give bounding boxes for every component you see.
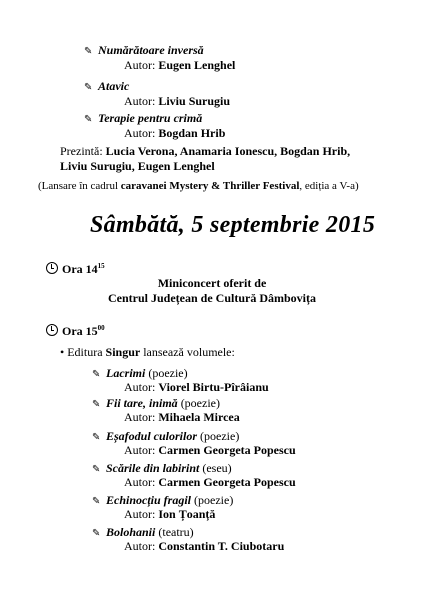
book-genre: (eseu) bbox=[199, 461, 232, 475]
book-title: Terapie pentru crimă bbox=[98, 111, 203, 125]
author-label: Autor: bbox=[124, 126, 156, 140]
book-genre: (poezie) bbox=[197, 429, 240, 443]
presenters-line-2: Liviu Surugiu, Eugen Lenghel bbox=[60, 159, 215, 173]
author-name: Mihaela Mircea bbox=[158, 410, 240, 424]
slot-1-minutes: 15 bbox=[97, 262, 105, 270]
book-3-author bbox=[124, 476, 296, 490]
day-heading: Sâmbătă, 5 septembrie 2015 bbox=[90, 212, 376, 238]
book-title: Lacrimi bbox=[106, 366, 146, 380]
launch-note-prefix: (Lansare în cadrul bbox=[38, 180, 121, 192]
slot-1-line-2: Centrul Județean de Cultură Dâmbovița bbox=[107, 291, 316, 305]
pen-icon: ✎ bbox=[84, 46, 93, 57]
book-4-author bbox=[124, 508, 215, 522]
festival-name: caravanei Mystery & Thriller Festival bbox=[120, 180, 300, 192]
launch-note bbox=[38, 180, 359, 193]
clock-icon bbox=[46, 324, 58, 336]
clock-icon bbox=[46, 262, 58, 274]
presenters-label: Prezintă: bbox=[60, 144, 103, 158]
author-label: Autor: bbox=[124, 410, 156, 424]
author-label: Autor: bbox=[124, 94, 156, 108]
presenters-names: Lucia Verona, Anamaria Ionescu, Bogdan Hrib, bbox=[105, 144, 351, 158]
author-label: Autor: bbox=[124, 380, 156, 394]
slot-2-label: Ora 15 bbox=[62, 324, 98, 338]
presenters-line-1 bbox=[60, 145, 350, 159]
author-name: Bogdan Hrib bbox=[158, 126, 226, 140]
launch-note-suffix: , ediția a V-a) bbox=[299, 180, 359, 192]
book-title: Echinocțiu fragil bbox=[106, 493, 192, 507]
slot-2-time bbox=[46, 324, 105, 339]
book-title: Eșafodul culorilor bbox=[106, 429, 198, 443]
author-label: Autor: bbox=[124, 507, 156, 521]
book-0-author bbox=[124, 381, 269, 395]
bullet-suffix: lansează volumele: bbox=[140, 345, 235, 359]
top-book-1 bbox=[84, 80, 129, 94]
pen-icon: ✎ bbox=[84, 114, 93, 125]
slot-1-line-1: Miniconcert oferit de bbox=[157, 276, 267, 290]
book-2 bbox=[92, 430, 239, 444]
pen-icon: ✎ bbox=[92, 528, 101, 539]
book-4 bbox=[92, 494, 233, 508]
author-label: Autor: bbox=[124, 443, 156, 457]
author-name: Eugen Lenghel bbox=[158, 58, 236, 72]
book-1 bbox=[92, 397, 220, 411]
book-5-author bbox=[124, 540, 284, 554]
pen-icon: ✎ bbox=[92, 464, 101, 475]
slot-2-bullet bbox=[60, 346, 235, 360]
book-genre: (poezie) bbox=[145, 366, 188, 380]
pen-icon: ✎ bbox=[92, 496, 101, 507]
pen-icon: ✎ bbox=[92, 399, 101, 410]
author-name: Carmen Georgeta Popescu bbox=[158, 443, 296, 457]
bullet-prefix: Editura bbox=[67, 345, 106, 359]
pen-icon: ✎ bbox=[92, 432, 101, 443]
book-2-author bbox=[124, 444, 296, 458]
author-label: Autor: bbox=[124, 475, 156, 489]
slot-2-minutes: 00 bbox=[97, 324, 105, 332]
book-5 bbox=[92, 526, 194, 540]
book-genre: (poezie) bbox=[177, 396, 220, 410]
book-title: Fii tare, inimă bbox=[106, 396, 178, 410]
book-title: Scările din labirint bbox=[106, 461, 200, 475]
book-title: Numărătoare inversă bbox=[98, 43, 204, 57]
book-3 bbox=[92, 462, 232, 476]
top-book-2 bbox=[84, 112, 202, 126]
top-book-0-author bbox=[124, 59, 235, 73]
pen-icon: ✎ bbox=[84, 82, 93, 93]
top-book-1-author bbox=[124, 95, 230, 109]
publisher-name: Singur bbox=[105, 345, 141, 359]
book-0 bbox=[92, 367, 188, 381]
book-genre: (poezie) bbox=[191, 493, 234, 507]
book-title: Bolohanii bbox=[106, 525, 156, 539]
top-book-2-author bbox=[124, 127, 225, 141]
slot-1-label: Ora 14 bbox=[62, 262, 98, 276]
book-title: Atavic bbox=[98, 79, 130, 93]
author-name: Carmen Georgeta Popescu bbox=[158, 475, 296, 489]
slot-1-time bbox=[46, 262, 105, 277]
top-book-0 bbox=[84, 44, 204, 58]
author-name: Ion Țoanță bbox=[158, 507, 216, 521]
pen-icon: ✎ bbox=[92, 369, 101, 380]
book-1-author bbox=[124, 411, 240, 425]
author-name: Constantin T. Ciubotaru bbox=[158, 539, 285, 553]
bullet-icon: • bbox=[60, 345, 65, 359]
author-label: Autor: bbox=[124, 58, 156, 72]
author-label: Autor: bbox=[124, 539, 156, 553]
author-name: Liviu Surugiu bbox=[158, 94, 231, 108]
author-name: Viorel Birtu-Pîrâianu bbox=[158, 380, 269, 394]
book-genre: (teatru) bbox=[155, 525, 194, 539]
